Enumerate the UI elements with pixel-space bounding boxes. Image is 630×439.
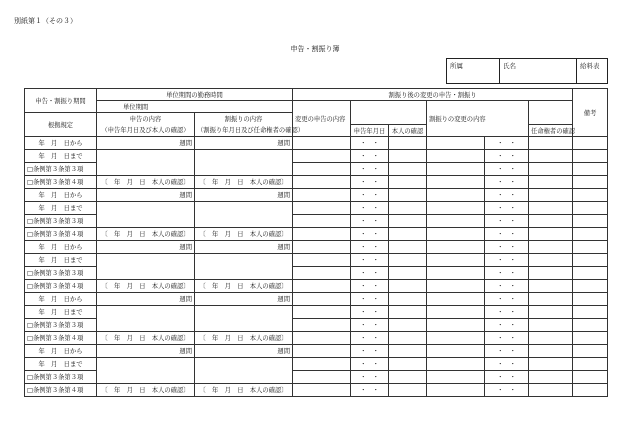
allocation-date-cell[interactable]: ・ ・ xyxy=(485,331,529,344)
filing-date-cell[interactable]: ・ ・ xyxy=(351,383,389,396)
table-row xyxy=(25,305,608,318)
filing-date-cell[interactable]: ・ ・ xyxy=(351,318,389,331)
allocation-date-cell[interactable]: ・ ・ xyxy=(485,227,529,240)
change-filing-cell[interactable] xyxy=(293,240,351,253)
filing-date-cell[interactable]: ・ ・ xyxy=(351,240,389,253)
filing-sub-header: （申告年月日及び本人の確認） xyxy=(97,124,195,136)
change-allocation-cell[interactable] xyxy=(427,214,485,227)
change-allocation-cell[interactable] xyxy=(427,175,485,188)
unit-period-header: 単位期間 xyxy=(97,101,293,113)
filing-date-cell[interactable]: ・ ・ xyxy=(351,357,389,370)
allocation-date-cell[interactable]: ・ ・ xyxy=(485,188,529,201)
filing-date-cell[interactable]: ・ ・ xyxy=(351,253,389,266)
change-filing-cell[interactable] xyxy=(293,292,351,305)
table-row xyxy=(25,357,608,370)
unit-weeks-filing[interactable]: 週間 xyxy=(97,188,195,201)
allocation-content-header: 割振りの内容 xyxy=(195,113,293,125)
appointer-confirm-cell[interactable] xyxy=(529,227,573,240)
period-cell[interactable]: □条例第３条第３項 xyxy=(25,318,97,331)
unit-weeks-filing[interactable]: 週間 xyxy=(97,136,195,149)
unit-weeks-filing[interactable]: 週間 xyxy=(97,344,195,357)
allocation-table xyxy=(24,88,608,397)
change-allocation-cell[interactable] xyxy=(427,279,485,292)
period-cell[interactable]: 年 月 日から xyxy=(25,188,97,201)
remarks-cell[interactable] xyxy=(573,253,608,266)
table-row xyxy=(25,240,608,253)
period-cell[interactable]: 年 月 日まで xyxy=(25,149,97,162)
allocation-date-cell[interactable]: ・ ・ xyxy=(485,253,529,266)
table-row xyxy=(25,292,608,305)
filing-confirm-cell[interactable]: 〔 年 月 日 本人の確認〕 xyxy=(97,383,195,396)
table-row xyxy=(25,201,608,214)
change-filing-cell[interactable] xyxy=(293,305,351,318)
appointer-confirm-cell[interactable] xyxy=(529,253,573,266)
allocation-date-cell[interactable]: ・ ・ xyxy=(485,344,529,357)
change-filing-cell[interactable] xyxy=(293,175,351,188)
self-confirm-cell[interactable] xyxy=(389,357,427,370)
remarks-cell[interactable] xyxy=(573,136,608,149)
change-allocation-cell[interactable] xyxy=(427,292,485,305)
appointer-confirm-cell[interactable] xyxy=(529,136,573,149)
allocation-content-cell[interactable] xyxy=(195,253,293,279)
period-cell[interactable]: □条例第３条第３項 xyxy=(25,266,97,279)
appointer-confirm-header: 任命権者の確認 xyxy=(529,124,573,136)
remarks-cell[interactable] xyxy=(573,292,608,305)
change-allocation-cell[interactable] xyxy=(427,188,485,201)
allocation-date-cell[interactable]: ・ ・ xyxy=(485,201,529,214)
after-change-header: 割振り後の変更の申告・割振り xyxy=(293,89,573,101)
change-filing-cell[interactable] xyxy=(293,214,351,227)
remarks-cell[interactable] xyxy=(573,357,608,370)
self-confirm-cell[interactable] xyxy=(389,305,427,318)
period-cell[interactable]: □条例第３条第３項 xyxy=(25,162,97,175)
change-filing-cell[interactable] xyxy=(293,201,351,214)
filing-confirm-cell[interactable]: 〔 年 月 日 本人の確認〕 xyxy=(97,331,195,344)
change-filing-cell[interactable] xyxy=(293,227,351,240)
remarks-cell[interactable] xyxy=(573,305,608,318)
period-cell[interactable]: □条例第３条第４項 xyxy=(25,227,97,240)
change-filing-cell[interactable] xyxy=(293,383,351,396)
period-cell[interactable]: 年 月 日から xyxy=(25,344,97,357)
period-cell[interactable]: 年 月 日まで xyxy=(25,201,97,214)
allocation-date-cell[interactable]: ・ ・ xyxy=(485,370,529,383)
change-allocation-cell[interactable] xyxy=(427,318,485,331)
appointer-confirm-cell[interactable] xyxy=(529,279,573,292)
filing-date-cell[interactable]: ・ ・ xyxy=(351,331,389,344)
period-cell[interactable]: 年 月 日まで xyxy=(25,253,97,266)
allocation-date-cell[interactable]: ・ ・ xyxy=(485,305,529,318)
appointer-confirm-cell[interactable] xyxy=(529,175,573,188)
change-allocation-cell[interactable] xyxy=(427,253,485,266)
change-filing-cell[interactable] xyxy=(293,188,351,201)
self-confirm-cell[interactable] xyxy=(389,292,427,305)
remarks-cell[interactable] xyxy=(573,266,608,279)
remarks-cell[interactable] xyxy=(573,383,608,396)
period-cell[interactable]: □条例第３条第４項 xyxy=(25,383,97,396)
self-confirm-cell[interactable] xyxy=(389,188,427,201)
table-row xyxy=(25,383,608,396)
change-allocation-cell[interactable] xyxy=(427,305,485,318)
allocation-content-cell[interactable] xyxy=(195,201,293,227)
allocation-date-cell[interactable]: ・ ・ xyxy=(485,383,529,396)
filing-date-cell[interactable]: ・ ・ xyxy=(351,188,389,201)
change-filing-cell[interactable] xyxy=(293,253,351,266)
appointer-confirm-cell[interactable] xyxy=(529,214,573,227)
unit-weeks-filing[interactable]: 週間 xyxy=(97,240,195,253)
name-field[interactable]: 氏名 xyxy=(500,59,577,84)
filing-date-header: 申告年月日 xyxy=(351,124,389,136)
change-filing-cell[interactable] xyxy=(293,331,351,344)
remarks-cell[interactable] xyxy=(573,318,608,331)
filing-date-cell[interactable]: ・ ・ xyxy=(351,305,389,318)
filing-content-cell[interactable] xyxy=(97,201,195,227)
remarks-cell[interactable] xyxy=(573,214,608,227)
period-header: 申告・割振り期間 xyxy=(25,89,97,113)
self-confirm-cell[interactable] xyxy=(389,279,427,292)
remarks-cell[interactable] xyxy=(573,175,608,188)
payroll-field[interactable]: 給料表 xyxy=(577,59,608,84)
form-id: 別紙第１（その３） xyxy=(14,17,77,25)
self-confirm-cell[interactable] xyxy=(389,266,427,279)
appointer-confirm-cell[interactable] xyxy=(529,305,573,318)
appointer-confirm-cell[interactable] xyxy=(529,331,573,344)
filing-confirm-cell[interactable]: 〔 年 月 日 本人の確認〕 xyxy=(97,175,195,188)
change-allocation-cell[interactable] xyxy=(427,149,485,162)
self-confirm-cell[interactable] xyxy=(389,240,427,253)
self-confirm-cell[interactable] xyxy=(389,162,427,175)
allocation-date-cell[interactable]: ・ ・ xyxy=(485,357,529,370)
remarks-cell[interactable] xyxy=(573,201,608,214)
appointer-confirm-cell[interactable] xyxy=(529,240,573,253)
form-title: 申告・割振り簿 xyxy=(290,45,340,53)
allocation-content-cell[interactable] xyxy=(195,149,293,175)
remarks-cell[interactable] xyxy=(573,162,608,175)
table-row xyxy=(25,188,608,201)
remarks-cell[interactable] xyxy=(573,188,608,201)
change-filing-cell[interactable] xyxy=(293,370,351,383)
unit-weeks-allocation[interactable]: 週間 xyxy=(195,240,293,253)
table-row xyxy=(25,279,608,292)
filing-confirm-cell[interactable]: 〔 年 月 日 本人の確認〕 xyxy=(97,227,195,240)
remarks-cell[interactable] xyxy=(573,370,608,383)
table-row xyxy=(25,149,608,162)
change-filing-cell[interactable] xyxy=(293,357,351,370)
change-allocation-cell[interactable] xyxy=(427,240,485,253)
signature-box xyxy=(446,58,608,84)
filing-date-cell[interactable]: ・ ・ xyxy=(351,227,389,240)
self-confirm-cell[interactable] xyxy=(389,331,427,344)
appointer-confirm-cell[interactable] xyxy=(529,188,573,201)
table-row xyxy=(25,253,608,266)
allocation-content-cell[interactable] xyxy=(195,357,293,383)
remarks-cell[interactable] xyxy=(573,227,608,240)
allocation-confirm-cell[interactable]: 〔 年 月 日 本人の確認〕 xyxy=(195,331,293,344)
self-confirm-cell[interactable] xyxy=(389,201,427,214)
change-filing-cell[interactable] xyxy=(293,279,351,292)
change-filing-cell[interactable] xyxy=(293,344,351,357)
filing-content-cell[interactable] xyxy=(97,149,195,175)
filing-date-cell[interactable]: ・ ・ xyxy=(351,136,389,149)
dept-field[interactable]: 所属 xyxy=(447,59,500,84)
change-allocation-cell[interactable] xyxy=(427,383,485,396)
self-confirm-header: 本人の確認 xyxy=(389,124,427,136)
allocation-content-cell[interactable] xyxy=(195,305,293,331)
remarks-cell[interactable] xyxy=(573,149,608,162)
remarks-cell[interactable] xyxy=(573,331,608,344)
allocation-confirm-cell[interactable]: 〔 年 月 日 本人の確認〕 xyxy=(195,383,293,396)
appointer-confirm-cell[interactable] xyxy=(529,162,573,175)
filing-content-cell[interactable] xyxy=(97,253,195,279)
self-confirm-cell[interactable] xyxy=(389,136,427,149)
table-row xyxy=(25,227,608,240)
allocation-date-cell[interactable]: ・ ・ xyxy=(485,136,529,149)
change-filing-cell[interactable] xyxy=(293,318,351,331)
allocation-date-cell[interactable]: ・ ・ xyxy=(485,162,529,175)
appointer-confirm-cell[interactable] xyxy=(529,318,573,331)
change-allocation-cell[interactable] xyxy=(427,162,485,175)
appointer-confirm-cell[interactable] xyxy=(529,266,573,279)
filing-date-cell[interactable]: ・ ・ xyxy=(351,266,389,279)
remarks-header: 備考 xyxy=(573,89,608,137)
appointer-confirm-cell[interactable] xyxy=(529,357,573,370)
filing-content-header: 申告の内容 xyxy=(97,113,195,125)
appointer-confirm-cell[interactable] xyxy=(529,383,573,396)
period-cell[interactable]: □条例第３条第４項 xyxy=(25,279,97,292)
allocation-date-cell[interactable]: ・ ・ xyxy=(485,266,529,279)
allocation-confirm-cell[interactable]: 〔 年 月 日 本人の確認〕 xyxy=(195,227,293,240)
appointer-confirm-cell[interactable] xyxy=(529,292,573,305)
period-cell[interactable]: 年 月 日から xyxy=(25,292,97,305)
filing-date-cell[interactable]: ・ ・ xyxy=(351,201,389,214)
change-allocation-cell[interactable] xyxy=(427,136,485,149)
self-confirm-cell[interactable] xyxy=(389,214,427,227)
unit-weeks-allocation[interactable]: 週間 xyxy=(195,292,293,305)
change-filing-header: 変更の申告の内容 xyxy=(293,101,351,137)
allocation-sub-header: （割振り年月日及び任命権者の確認） xyxy=(195,124,293,136)
allocation-date-cell[interactable]: ・ ・ xyxy=(485,279,529,292)
period-cell[interactable]: □条例第３条第３項 xyxy=(25,214,97,227)
period-cell[interactable]: □条例第３条第４項 xyxy=(25,175,97,188)
change-filing-cell[interactable] xyxy=(293,136,351,149)
unit-weeks-filing[interactable]: 週間 xyxy=(97,292,195,305)
change-filing-cell[interactable] xyxy=(293,162,351,175)
filing-date-cell[interactable]: ・ ・ xyxy=(351,344,389,357)
period-cell[interactable]: 年 月 日まで xyxy=(25,305,97,318)
change-allocation-header: 割振りの変更の内容 xyxy=(427,101,529,137)
period-cell[interactable]: 年 月 日から xyxy=(25,136,97,149)
self-confirm-cell[interactable] xyxy=(389,227,427,240)
allocation-date-cell[interactable]: ・ ・ xyxy=(485,214,529,227)
allocation-date-cell[interactable]: ・ ・ xyxy=(485,149,529,162)
change-allocation-cell[interactable] xyxy=(427,344,485,357)
self-confirm-cell[interactable] xyxy=(389,175,427,188)
change-filing-cell[interactable] xyxy=(293,266,351,279)
filing-confirm-cell[interactable]: 〔 年 月 日 本人の確認〕 xyxy=(97,279,195,292)
allocation-date-cell[interactable]: ・ ・ xyxy=(485,318,529,331)
change-allocation-cell[interactable] xyxy=(427,370,485,383)
period-cell[interactable]: □条例第３条第３項 xyxy=(25,370,97,383)
table-row xyxy=(25,331,608,344)
table-row xyxy=(25,175,608,188)
appointer-confirm-cell[interactable] xyxy=(529,149,573,162)
change-allocation-cell[interactable] xyxy=(427,201,485,214)
filing-date-cell[interactable]: ・ ・ xyxy=(351,370,389,383)
period-cell[interactable]: 年 月 日から xyxy=(25,240,97,253)
self-confirm-cell[interactable] xyxy=(389,370,427,383)
table-row xyxy=(25,136,608,149)
change-allocation-cell[interactable] xyxy=(427,266,485,279)
period-cell[interactable]: 年 月 日まで xyxy=(25,357,97,370)
allocation-date-cell[interactable]: ・ ・ xyxy=(485,175,529,188)
allocation-date-cell[interactable]: ・ ・ xyxy=(485,292,529,305)
unit-weeks-allocation[interactable]: 週間 xyxy=(195,136,293,149)
period-cell[interactable]: □条例第３条第４項 xyxy=(25,331,97,344)
change-filing-cell[interactable] xyxy=(293,149,351,162)
self-confirm-cell[interactable] xyxy=(389,318,427,331)
appointer-confirm-cell[interactable] xyxy=(529,370,573,383)
filing-content-cell[interactable] xyxy=(97,357,195,383)
remarks-cell[interactable] xyxy=(573,240,608,253)
self-confirm-cell[interactable] xyxy=(389,253,427,266)
provision-header: 根拠規定 xyxy=(25,113,97,137)
allocation-date-cell[interactable]: ・ ・ xyxy=(485,240,529,253)
unit-weeks-allocation[interactable]: 週間 xyxy=(195,188,293,201)
allocation-confirm-cell[interactable]: 〔 年 月 日 本人の確認〕 xyxy=(195,279,293,292)
unit-weeks-allocation[interactable]: 週間 xyxy=(195,344,293,357)
self-confirm-cell[interactable] xyxy=(389,344,427,357)
change-allocation-cell[interactable] xyxy=(427,227,485,240)
change-allocation-cell[interactable] xyxy=(427,331,485,344)
appointer-confirm-cell[interactable] xyxy=(529,201,573,214)
change-allocation-cell[interactable] xyxy=(427,357,485,370)
filing-date-cell[interactable]: ・ ・ xyxy=(351,149,389,162)
filing-content-cell[interactable] xyxy=(97,305,195,331)
filing-date-cell[interactable]: ・ ・ xyxy=(351,175,389,188)
remarks-cell[interactable] xyxy=(573,279,608,292)
filing-date-cell[interactable]: ・ ・ xyxy=(351,292,389,305)
table-row xyxy=(25,344,608,357)
self-confirm-cell[interactable] xyxy=(389,149,427,162)
allocation-confirm-cell[interactable]: 〔 年 月 日 本人の確認〕 xyxy=(195,175,293,188)
filing-date-cell[interactable]: ・ ・ xyxy=(351,162,389,175)
appointer-confirm-cell[interactable] xyxy=(529,344,573,357)
remarks-cell[interactable] xyxy=(573,344,608,357)
unit-hours-header: 単位期間の勤務時間 xyxy=(97,89,293,101)
filing-date-cell[interactable]: ・ ・ xyxy=(351,214,389,227)
self-confirm-cell[interactable] xyxy=(389,383,427,396)
filing-date-cell[interactable]: ・ ・ xyxy=(351,279,389,292)
